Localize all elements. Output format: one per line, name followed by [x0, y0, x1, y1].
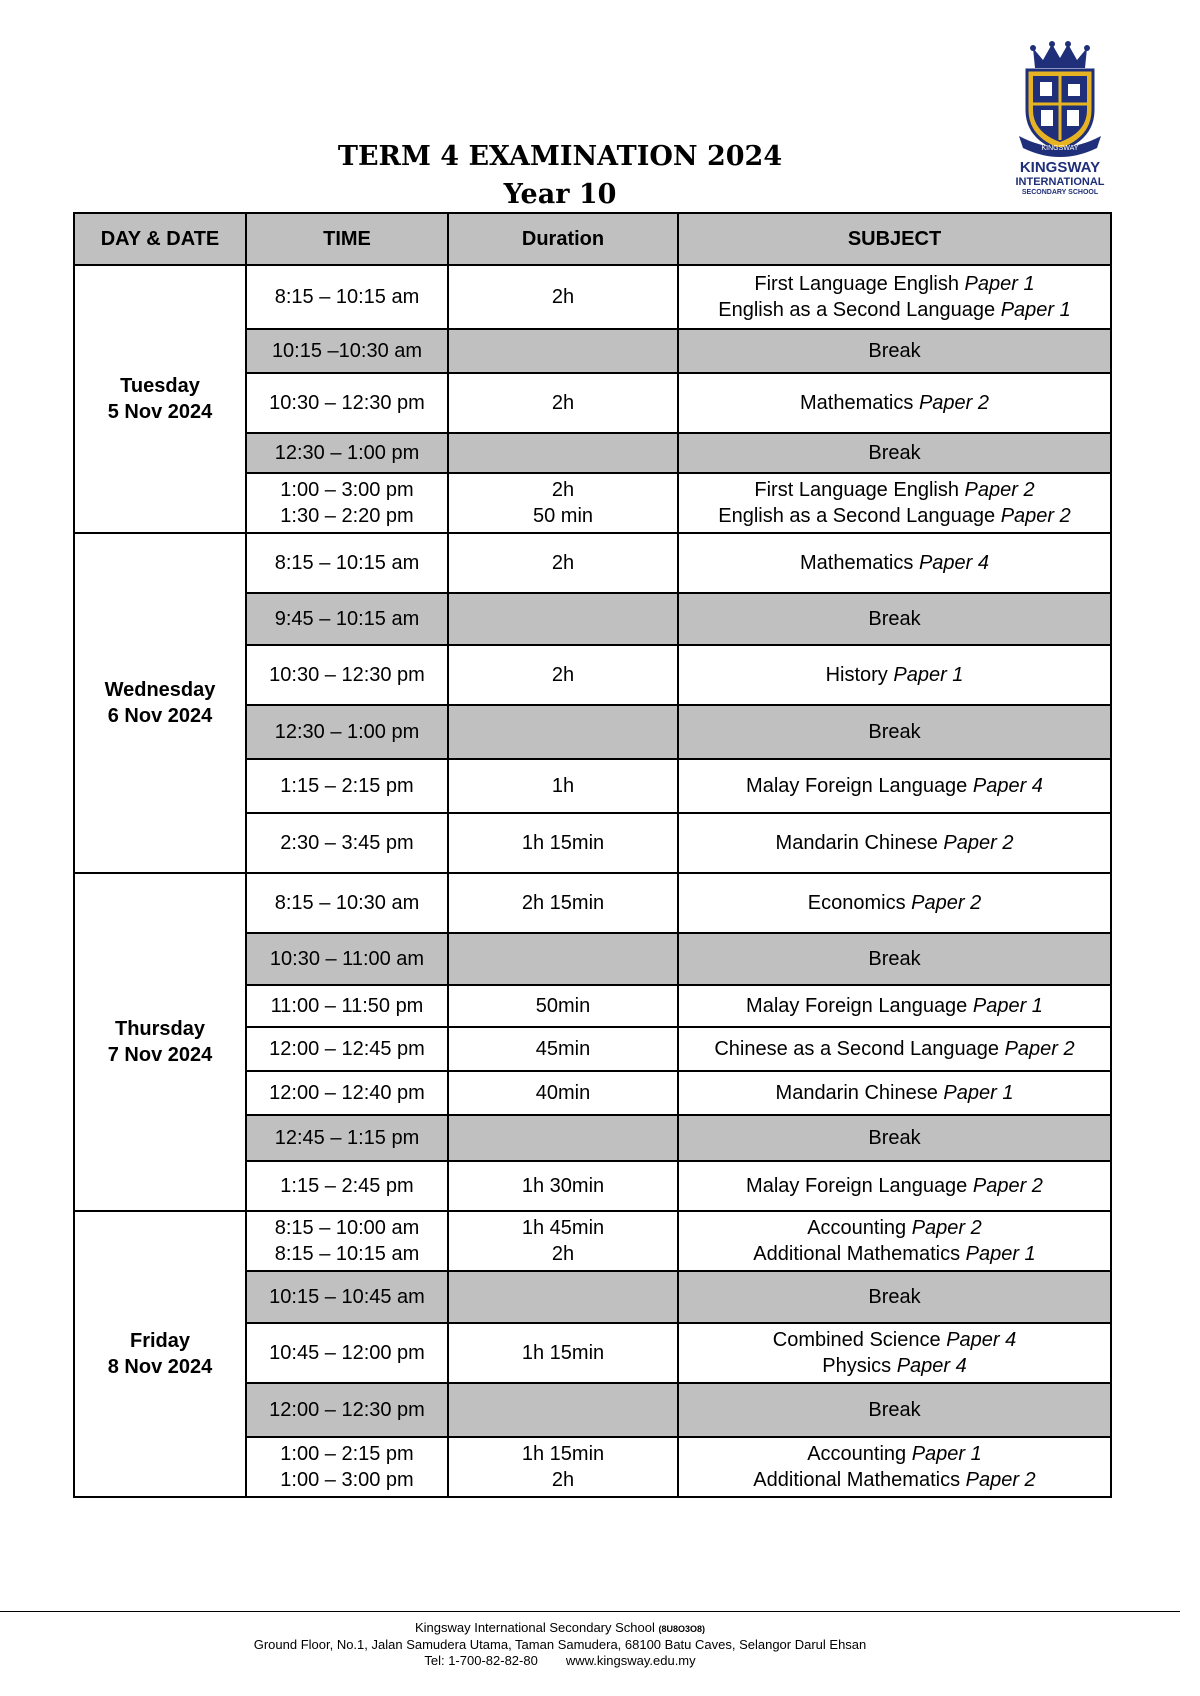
subject-name: Mathematics [800, 392, 919, 414]
school-crest-icon [1015, 40, 1105, 158]
subject-name: English as a Second Language [718, 505, 1001, 527]
time-cell [246, 473, 448, 533]
duration-cell [448, 1383, 678, 1437]
subject-cell [678, 933, 1111, 985]
time-cell [246, 1271, 448, 1323]
paper-number: Paper 2 [1004, 1038, 1075, 1060]
logo-line-3: SECONDARY SCHOOL [1021, 189, 1099, 196]
subject-line [683, 1080, 1106, 1106]
time-cell [246, 645, 448, 705]
subject-cell [678, 329, 1111, 373]
svg-text:KINGSWAY: KINGSWAY [1041, 145, 1079, 152]
duration-cell [448, 1323, 678, 1383]
subject-line [683, 1467, 1106, 1493]
time-slot: 10:30 – 12:30 pm [269, 664, 425, 686]
subject-name: Break [868, 340, 921, 362]
duration-cell [448, 329, 678, 373]
subject-line [683, 1353, 1106, 1379]
footer-website[interactable]: www.kingsway.edu.my [565, 1653, 696, 1668]
duration-cell [448, 759, 678, 813]
time-slot: 8:15 – 10:15 am [274, 1243, 420, 1265]
subject-line [683, 338, 1106, 364]
time-cell [246, 873, 448, 933]
subject-cell [678, 1437, 1111, 1497]
time-slot: 1:00 – 2:15 pm [280, 1443, 414, 1465]
duration-value: 2h [551, 479, 575, 501]
duration-cell [448, 265, 678, 329]
day-date-cell [74, 265, 246, 533]
subject-name: History [825, 664, 894, 686]
exam-row [74, 533, 1111, 593]
paper-number: Paper 1 [965, 1243, 1036, 1265]
subject-line [683, 477, 1106, 503]
paper-number: Paper 2 [972, 1175, 1043, 1197]
subject-cell [678, 705, 1111, 759]
time-slot: 8:15 – 10:30 am [274, 892, 420, 914]
subject-cell [678, 433, 1111, 473]
time-slot: 8:15 – 10:00 am [274, 1217, 420, 1239]
time-cell [246, 1115, 448, 1161]
subject-name: Malay Foreign Language [746, 1175, 973, 1197]
time-cell [246, 1211, 448, 1271]
footer-divider [0, 1611, 1180, 1612]
subject-cell [678, 985, 1111, 1027]
duration-value: 1h 30min [521, 1175, 605, 1197]
subject-name: Break [868, 1127, 921, 1149]
subject-cell [678, 1027, 1111, 1071]
subject-cell [678, 645, 1111, 705]
duration-value: 2h [551, 392, 575, 414]
duration-value: 2h [551, 1243, 575, 1265]
subject-cell [678, 813, 1111, 873]
day-date-cell [74, 873, 246, 1211]
subject-line [683, 390, 1106, 416]
time-slot: 12:00 – 12:30 pm [269, 1399, 425, 1421]
duration-cell [448, 433, 678, 473]
duration-cell [448, 473, 678, 533]
duration-cell [448, 373, 678, 433]
subject-cell [678, 873, 1111, 933]
subject-line [683, 1036, 1106, 1062]
subject-name: Physics [822, 1355, 897, 1377]
subject-line [683, 719, 1106, 745]
paper-number: Paper 2 [943, 832, 1014, 854]
time-slot: 10:45 – 12:00 pm [269, 1342, 425, 1364]
duration-cell [448, 1115, 678, 1161]
duration-cell [448, 645, 678, 705]
subject-cell [678, 473, 1111, 533]
subject-cell [678, 759, 1111, 813]
time-cell [246, 373, 448, 433]
time-cell [246, 593, 448, 645]
footer-registration: (8U8O3O8) [658, 1624, 706, 1634]
duration-cell [448, 933, 678, 985]
paper-number: Paper 1 [1000, 299, 1071, 321]
paper-number: Paper 2 [964, 479, 1035, 501]
duration-cell [448, 1027, 678, 1071]
day-date-cell [74, 533, 246, 873]
subject-cell [678, 1071, 1111, 1115]
time-slot: 9:45 – 10:15 am [274, 608, 420, 630]
time-slot: 10:30 – 12:30 pm [269, 392, 425, 414]
footer-address: Ground Floor, No.1, Jalan Samudera Utama, Taman Samudera, 68100 Batu Caves, Selangor Darul Ehsan [253, 1637, 867, 1652]
exam-row [74, 873, 1111, 933]
duration-cell [448, 533, 678, 593]
paper-number: Paper 4 [946, 1329, 1017, 1351]
duration-value: 2h 15min [521, 892, 605, 914]
paper-number: Paper 1 [893, 664, 964, 686]
paper-number: Paper 2 [918, 392, 989, 414]
duration-value: 1h 15min [521, 832, 605, 854]
exam-row [74, 265, 1111, 329]
time-slot: 10:15 –10:30 am [271, 340, 423, 362]
paper-number: Paper 2 [1000, 505, 1071, 527]
subject-name: Accounting [807, 1217, 912, 1239]
subject-name: Chinese as a Second Language [714, 1038, 1005, 1060]
subject-line [683, 1397, 1106, 1423]
subject-line [683, 993, 1106, 1019]
time-slot: 1:15 – 2:15 pm [280, 775, 414, 797]
subject-name: Break [868, 721, 921, 743]
subject-name: Accounting [807, 1443, 912, 1465]
exam-date: 8 Nov 2024 [107, 1356, 213, 1378]
subject-cell [678, 1271, 1111, 1323]
header-subject: SUBJECT [678, 213, 1111, 265]
subject-name: Break [868, 608, 921, 630]
subject-cell [678, 1211, 1111, 1271]
duration-value: 1h 15min [521, 1342, 605, 1364]
subject-name: First Language English [754, 479, 965, 501]
duration-cell [448, 1271, 678, 1323]
time-slot: 1:15 – 2:45 pm [280, 1175, 414, 1197]
time-slot: 1:00 – 3:00 pm [280, 1469, 414, 1491]
document-title-block [0, 138, 1120, 214]
paper-number: Paper 4 [972, 775, 1043, 797]
day-date-cell [74, 1211, 246, 1497]
header-duration: Duration [448, 213, 678, 265]
time-slot: 12:30 – 1:00 pm [274, 442, 420, 464]
time-slot: 12:00 – 12:45 pm [269, 1038, 425, 1060]
time-cell [246, 1161, 448, 1211]
time-cell [246, 985, 448, 1027]
subject-name: First Language English [754, 273, 965, 295]
subject-line [683, 1241, 1106, 1267]
time-slot: 1:30 – 2:20 pm [280, 505, 414, 527]
exam-schedule-table [73, 212, 1112, 1498]
duration-cell [448, 1437, 678, 1497]
duration-value: 2h [551, 1469, 575, 1491]
subject-line [683, 503, 1106, 529]
exam-year-level: Year 10 [503, 179, 617, 210]
duration-value: 2h [551, 664, 575, 686]
time-cell [246, 433, 448, 473]
school-logo [1000, 40, 1120, 212]
subject-name: Mandarin Chinese [775, 1082, 944, 1104]
subject-line [683, 773, 1106, 799]
time-cell [246, 1071, 448, 1115]
paper-number: Paper 4 [896, 1355, 967, 1377]
header-day-date: DAY & DATE [74, 213, 246, 265]
subject-name: Break [868, 1399, 921, 1421]
subject-line [683, 1441, 1106, 1467]
subject-line [683, 440, 1106, 466]
time-slot: 11:00 – 11:50 pm [270, 995, 424, 1017]
duration-cell [448, 1211, 678, 1271]
subject-cell [678, 533, 1111, 593]
paper-number: Paper 1 [911, 1443, 982, 1465]
footer [0, 1620, 1120, 1669]
duration-value: 2h [551, 286, 575, 308]
exam-date: 5 Nov 2024 [107, 401, 213, 423]
subject-line [683, 890, 1106, 916]
subject-name: Malay Foreign Language [746, 775, 973, 797]
duration-value: 45min [535, 1038, 591, 1060]
subject-line [683, 830, 1106, 856]
subject-name: Mandarin Chinese [775, 832, 944, 854]
time-cell [246, 813, 448, 873]
subject-line [683, 550, 1106, 576]
subject-line [683, 1173, 1106, 1199]
footer-telephone: Tel: 1-700-82-82-80 [424, 1653, 538, 1668]
subject-line [683, 1327, 1106, 1353]
time-cell [246, 933, 448, 985]
duration-cell [448, 873, 678, 933]
exam-date: 7 Nov 2024 [107, 1044, 213, 1066]
duration-value: 1h 45min [521, 1217, 605, 1239]
subject-name: Additional Mathematics [753, 1469, 966, 1491]
time-slot: 2:30 – 3:45 pm [280, 832, 414, 854]
table-header-row [74, 213, 1111, 265]
duration-cell [448, 593, 678, 645]
time-slot: 8:15 – 10:15 am [274, 286, 420, 308]
subject-line [683, 1125, 1106, 1151]
footer-school-line [0, 1620, 1120, 1637]
time-cell [246, 533, 448, 593]
time-slot: 10:30 – 11:00 am [269, 948, 425, 970]
duration-value: 1h [551, 775, 575, 797]
paper-number: Paper 1 [943, 1082, 1014, 1104]
day-name: Thursday [114, 1018, 206, 1040]
time-slot: 12:30 – 1:00 pm [274, 721, 420, 743]
subject-name: Additional Mathematics [753, 1243, 966, 1265]
paper-number: Paper 2 [911, 892, 982, 914]
time-cell [246, 1323, 448, 1383]
time-slot: 8:15 – 10:15 am [274, 552, 420, 574]
header-time: TIME [246, 213, 448, 265]
subject-name: Combined Science [772, 1329, 947, 1351]
subject-cell [678, 373, 1111, 433]
subject-name: Break [868, 1286, 921, 1308]
subject-cell [678, 1161, 1111, 1211]
subject-cell [678, 593, 1111, 645]
paper-number: Paper 1 [972, 995, 1043, 1017]
subject-cell [678, 1323, 1111, 1383]
subject-line [683, 271, 1106, 297]
duration-value: 50min [535, 995, 591, 1017]
subject-cell [678, 1383, 1111, 1437]
footer-contact-line [0, 1653, 1120, 1669]
subject-line [683, 1215, 1106, 1241]
duration-cell [448, 705, 678, 759]
subject-name: English as a Second Language [718, 299, 1001, 321]
exam-title: TERM 4 EXAMINATION 2024 [337, 141, 783, 172]
day-name: Wednesday [104, 679, 216, 701]
duration-value: 50 min [532, 505, 594, 527]
time-cell [246, 705, 448, 759]
subject-name: Break [868, 442, 921, 464]
table-body [74, 265, 1111, 1497]
subject-name: Economics [807, 892, 912, 914]
paper-number: Paper 1 [964, 273, 1035, 295]
time-slot: 12:00 – 12:40 pm [269, 1082, 425, 1104]
paper-number: Paper 2 [965, 1469, 1036, 1491]
time-slot: 10:15 – 10:45 am [269, 1286, 425, 1308]
subject-line [683, 606, 1106, 632]
subject-name: Mathematics [800, 552, 919, 574]
time-cell [246, 329, 448, 373]
day-name: Tuesday [120, 375, 200, 397]
duration-cell [448, 1161, 678, 1211]
subject-line [683, 662, 1106, 688]
time-cell [246, 759, 448, 813]
exam-row [74, 1211, 1111, 1271]
day-name: Friday [129, 1330, 191, 1352]
duration-value: 2h [551, 552, 575, 574]
subject-cell [678, 265, 1111, 329]
time-slot: 12:45 – 1:15 pm [274, 1127, 420, 1149]
duration-cell [448, 813, 678, 873]
duration-cell [448, 1071, 678, 1115]
duration-value: 1h 15min [521, 1443, 605, 1465]
subject-line [683, 1284, 1106, 1310]
time-slot: 1:00 – 3:00 pm [280, 479, 414, 501]
logo-line-2: INTERNATIONAL [1015, 176, 1105, 188]
subject-line [683, 297, 1106, 323]
duration-cell [448, 985, 678, 1027]
exam-date: 6 Nov 2024 [107, 705, 213, 727]
time-cell [246, 1437, 448, 1497]
logo-name: KINGSWAY [1019, 159, 1101, 176]
time-cell [246, 265, 448, 329]
subject-name: Malay Foreign Language [746, 995, 973, 1017]
time-cell [246, 1383, 448, 1437]
paper-number: Paper 4 [918, 552, 989, 574]
paper-number: Paper 2 [911, 1217, 982, 1239]
subject-cell [678, 1115, 1111, 1161]
footer-school-name: Kingsway International Secondary School [414, 1620, 655, 1635]
time-cell [246, 1027, 448, 1071]
subject-name: Break [868, 948, 921, 970]
duration-value: 40min [535, 1082, 591, 1104]
subject-line [683, 946, 1106, 972]
